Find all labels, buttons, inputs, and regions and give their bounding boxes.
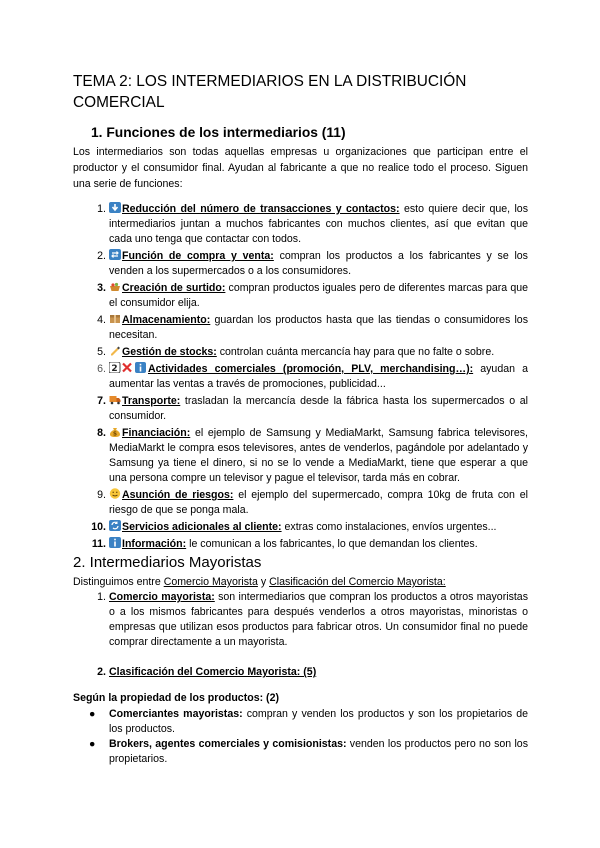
- list-number: 10.: [91, 521, 106, 533]
- writing-hand-icon: [109, 345, 121, 356]
- item-term: Función de compra y venta:: [122, 250, 274, 262]
- intro-link-clasificacion: Clasificación del Comercio Mayorista:: [269, 576, 446, 588]
- item-term: Almacenamiento:: [122, 314, 211, 326]
- item-term: Comercio mayorista:: [109, 591, 215, 603]
- number-two-cross-info-icons: [109, 362, 147, 373]
- item-text: venden los productos pero no son los propietarios.: [109, 738, 528, 765]
- list-item: [73, 362, 528, 392]
- list-number: 9.: [97, 489, 106, 501]
- item-term: Comerciantes mayoristas:: [109, 708, 243, 720]
- list-item: [73, 520, 528, 535]
- list-item: [73, 737, 528, 767]
- item-text: el ejemplo de Samsung y MediaMarkt, Samsung fabrica televisores, MediaMarkt le compra esos televisores, antes de venderlos, pagándole por adelantado y Samsung ya tiene el dinero, si no se lo vende a MediaMarkt, tiene que esperar a que una persona compre un televisor y pague el televisor, tarda más en cobrar.: [109, 427, 528, 484]
- down-arrow-icon: [109, 202, 121, 213]
- subheading-propiedad: Según la propiedad de los productos: (2): [73, 692, 280, 704]
- list-item: [73, 345, 528, 360]
- item-text: trasladan la mercancía desde la fábrica hasta los supermercados o al consumidor.: [109, 395, 528, 422]
- item-text: le comunican a los fabricantes, lo que demandan los clientes.: [186, 538, 478, 550]
- list-number: 6.: [97, 363, 106, 375]
- item-text: compran productos iguales pero de diferentes marcas para que el consumidor elija.: [109, 282, 528, 309]
- item-term: Reducción del número de transacciones y contactos:: [122, 203, 400, 215]
- item-term: Información:: [122, 538, 187, 550]
- list-item: [73, 394, 528, 424]
- item-text: compran y venden los productos y son los propietarios de los productos.: [109, 708, 528, 735]
- list-number: 2.: [97, 250, 106, 262]
- section-1-heading: 1. Funciones de los intermediarios (11): [91, 125, 346, 140]
- money-bag-icon: [109, 426, 121, 437]
- intro-link-comercio-mayorista: Comercio Mayorista: [163, 576, 258, 588]
- item-term: Financiación:: [122, 427, 191, 439]
- repeat-button-icon: [109, 520, 121, 531]
- item-term: Asunción de riesgos:: [122, 489, 234, 501]
- section-2-intro: [73, 575, 533, 590]
- basket-icon: [109, 281, 121, 292]
- functions-list: [73, 202, 528, 554]
- item-text: controlan cuánta mercancía hay para que no falte o sobre.: [216, 346, 495, 358]
- item-term: Actividades comerciales (promoción, PLV, merchandising…):: [148, 363, 474, 375]
- smiley-icon: [109, 488, 121, 499]
- list-number: 8.: [97, 427, 106, 439]
- bullet-icon: ●: [89, 708, 96, 720]
- info-icon: [109, 537, 121, 548]
- mayoristas-list: [73, 590, 528, 650]
- list-number: 3.: [97, 282, 106, 294]
- list-item: [73, 488, 528, 518]
- item-text: extras como instalaciones, envíos urgentes...: [281, 521, 497, 533]
- bullet-list: [73, 707, 528, 767]
- item-text: son intermediarios que compran los productos a otros mayoristas o a los mismos fabricantes para después venderlos a otros mayoristas, minoristas o empresas que utilizan esos productos para fabricar otros. Un consumidor final no puede comprar directamente a un mayorista.: [109, 591, 528, 648]
- list-item: [73, 537, 528, 552]
- item-text: compran los productos a los fabricantes y se los venden a los supermercados o a los consumidores.: [109, 250, 528, 277]
- list-number: 11.: [91, 538, 106, 550]
- svg-text:$: $: [112, 430, 118, 437]
- list-item: [73, 313, 528, 343]
- item-text: guardan los productos hasta que las tiendas o consumidores los necesitan.: [109, 314, 528, 341]
- list-number: 1.: [97, 591, 106, 603]
- list-number: 2.: [97, 666, 106, 678]
- list-item: [73, 202, 528, 247]
- list-item: [73, 249, 528, 279]
- item-term: Gestión de stocks:: [122, 346, 217, 358]
- item-text: esto quiere decir que, los intermediarios juntan a muchos fabricantes con muchos clientes, así que evitan que cada uno tenga que contactar con todos.: [109, 203, 528, 245]
- truck-icon: [109, 394, 121, 405]
- list-item: [73, 590, 528, 650]
- bullet-icon: ●: [89, 738, 96, 750]
- intro-mid: y: [257, 576, 270, 588]
- item-text: el ejemplo del supermercado, compra 10kg de fruta con el riesgo de que se ponga mala.: [109, 489, 528, 516]
- item-term: Servicios adicionales al cliente:: [122, 521, 282, 533]
- list-number: 4.: [97, 314, 106, 326]
- intro-prefix: Distinguimos entre: [73, 576, 164, 588]
- list-number: 5.: [97, 346, 106, 358]
- svg-text:2: 2: [111, 364, 118, 373]
- section-1-intro: Los intermediarios son todas aquellas empresas u organizaciones que participan entre el productor y el consumidor final. Ayudan al fabricante a que no realice todo el proceso. Siguen una serie de funciones:: [73, 146, 528, 190]
- package-icon: [109, 313, 121, 324]
- item-term: Clasificación del Comercio Mayorista: (5): [109, 666, 317, 678]
- list-item: [73, 281, 528, 311]
- item-term: Creación de surtido:: [122, 282, 226, 294]
- item-term: Transporte:: [122, 395, 181, 407]
- list-number: 1.: [97, 203, 106, 215]
- repeat-icon: [109, 249, 121, 260]
- list-item: [73, 707, 528, 737]
- section-2-heading: 2. Intermediarios Mayoristas: [73, 554, 262, 571]
- document-title: TEMA 2: LOS INTERMEDIARIOS EN LA DISTRIBUCIÓN COMERCIAL: [73, 73, 467, 111]
- list-item: [73, 426, 528, 486]
- list-number: 7.: [97, 395, 106, 407]
- item-text: ayudan a aumentar las ventas a través de promociones, publicidad...: [109, 363, 528, 390]
- item-term: Brokers, agentes comerciales y comisionistas:: [109, 738, 347, 750]
